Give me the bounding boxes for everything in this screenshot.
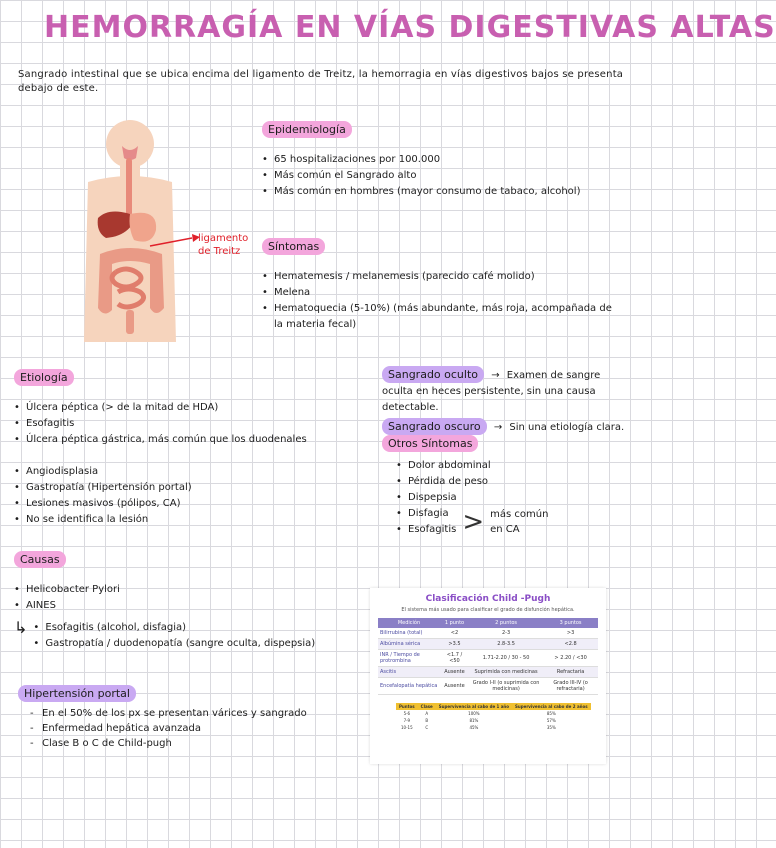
bracket-icon: >	[462, 507, 485, 537]
other-symptoms-bracket	[396, 506, 622, 538]
table-cell: INR / Tiempo de protrombina	[378, 650, 440, 667]
causes-section	[14, 548, 364, 652]
list-item: • Helicobacter Pylori	[14, 582, 364, 598]
table-header: 2 puntos	[469, 618, 543, 628]
list-item: • Gastropatía / duodenopatía (sangre oculta, dispepsia)	[33, 636, 315, 652]
intro-text: Sangrado intestinal que se ubica encima del ligamento de Treitz, la hemorragia en vías digestivos bajos se presenta debajo de este.	[18, 69, 624, 94]
table-cell: A	[418, 710, 436, 717]
child-pugh-subtitle: El sistema más usado para clasificar el grado de disfunción hepática.	[401, 607, 575, 613]
causes-list	[14, 582, 364, 614]
table-cell: >3.5	[440, 639, 469, 650]
curved-arrow-icon: ↳	[14, 618, 28, 637]
table-cell: 1.71-2.20 / 30 - 50	[469, 650, 543, 667]
bracket-list	[396, 506, 456, 538]
list-item: • Dispepsia	[396, 490, 622, 506]
other-symptoms-list	[396, 458, 622, 506]
symptoms-section	[262, 235, 622, 333]
other-symptoms-heading: Otros Síntomas	[382, 435, 478, 452]
table-cell: 100%	[436, 710, 512, 717]
table-cell: Ausente	[440, 678, 469, 695]
table-cell: Bilirrubina (total)	[378, 628, 440, 639]
child-pugh-table	[378, 618, 598, 695]
digestive-system-illustration	[70, 112, 190, 347]
table-cell: Ascitis	[378, 667, 440, 678]
table-row	[378, 667, 598, 678]
list-item: • AINES	[14, 598, 364, 614]
list-item: • 65 hospitalizaciones por 100.000	[262, 152, 622, 168]
table-header: Clase	[418, 703, 436, 710]
table-header: Supervivencia al cabo de 2 años	[512, 703, 591, 710]
occult-bleeding-row	[382, 366, 632, 416]
dark-bleeding-label: Sangrado oscuro	[382, 418, 487, 435]
epidemiology-heading: Epidemiología	[262, 121, 352, 138]
table-cell: <2.8	[543, 639, 598, 650]
list-item: • Disfagia	[396, 506, 456, 522]
list-item: • Angiodisplasia	[14, 464, 354, 480]
table-cell: 2-3	[469, 628, 543, 639]
causes-sub	[14, 620, 364, 652]
etiology-heading: Etiología	[14, 369, 74, 386]
table-cell: 81%	[436, 717, 512, 724]
table-cell: 2.8-3.5	[469, 639, 543, 650]
list-item: - Clase B o C de Child-pugh	[30, 736, 368, 751]
dark-bleeding-text: Sin una etiología clara.	[509, 422, 625, 433]
table-cell: Suprimida con medicinas	[469, 667, 543, 678]
list-item: • Úlcera péptica (> de la mitad de HDA)	[14, 400, 354, 416]
table-cell: 85%	[512, 710, 591, 717]
etiology-list-2	[14, 464, 354, 528]
list-item: • Hematemesis / melanemesis (parecido café molido)	[262, 269, 622, 285]
portal-hypertension-heading: Hipertensión portal	[18, 685, 136, 702]
list-item: • Más común el Sangrado alto	[262, 168, 622, 184]
table-row	[396, 724, 591, 731]
table-header: 1 punto	[440, 618, 469, 628]
etiology-section	[14, 366, 354, 528]
table-header: 3 puntos	[543, 618, 598, 628]
arrow-right-icon: →	[491, 370, 500, 381]
table-cell: Encefalopatía hepática	[378, 678, 440, 695]
table-row	[396, 717, 591, 724]
table-cell: > 2.20 / <30	[543, 650, 598, 667]
table-cell: Grado I-II (o suprimida con medicinas)	[469, 678, 543, 695]
list-item: - En el 50% de los px se presentan várices y sangrado	[30, 706, 368, 721]
table-cell: <2	[440, 628, 469, 639]
ligament-arrow-icon	[148, 232, 200, 252]
table-cell: 10-15	[396, 724, 418, 731]
list-item: - Enfermedad hepática avanzada	[30, 721, 368, 736]
table-cell: 57%	[512, 717, 591, 724]
child-pugh-title: Clasificación Child -Pugh	[425, 594, 551, 604]
table-cell: 7-9	[396, 717, 418, 724]
table-header: Medición	[378, 618, 440, 628]
list-item: • Pérdida de peso	[396, 474, 622, 490]
table-cell: 35%	[512, 724, 591, 731]
child-pugh-card	[370, 588, 606, 764]
table-cell: 5-6	[396, 710, 418, 717]
table-row	[378, 678, 598, 695]
ligament-label: ligamento de Treitz	[198, 233, 249, 257]
child-pugh-class-table	[396, 703, 591, 731]
list-item: • Esofagitis	[396, 522, 456, 538]
epidemiology-section	[262, 118, 622, 200]
portal-hypertension-section	[18, 682, 368, 751]
symptoms-list	[262, 269, 622, 333]
causes-sub-list	[33, 620, 315, 652]
table-cell: B	[418, 717, 436, 724]
etiology-list-1	[14, 400, 354, 448]
table-cell: Ausente	[440, 667, 469, 678]
arrow-right-icon: →	[493, 422, 503, 433]
table-cell: 45%	[436, 724, 512, 731]
table-row	[378, 628, 598, 639]
portal-hypertension-list	[30, 706, 368, 751]
table-cell: Refractaria	[543, 667, 598, 678]
list-item: • Úlcera péptica gástrica, más común que los duodenales	[14, 432, 354, 448]
table-header: Supervivencia al cabo de 1 año	[436, 703, 512, 710]
list-item: • Dolor abdominal	[396, 458, 622, 474]
list-item: • Más común en hombres (mayor consumo de tabaco, alcohol)	[262, 184, 622, 200]
list-item: • Hematoquecia (5-10%) (más abundante, más roja, acompañada de la materia fecal)	[262, 301, 622, 333]
page-title: HEMORRAGÍA EN VÍAS DIGESTIVAS ALTAS	[44, 10, 776, 45]
list-item: • Gastropatía (Hipertensión portal)	[14, 480, 354, 496]
table-cell: Grado III-IV (o refractaria)	[543, 678, 598, 695]
list-item: • Melena	[262, 285, 622, 301]
epidemiology-list	[262, 152, 622, 200]
table-cell: C	[418, 724, 436, 731]
table-cell: >3	[543, 628, 598, 639]
bracket-note: más común en CA	[490, 509, 549, 535]
list-item: • Lesiones masivos (pólipos, CA)	[14, 496, 354, 512]
list-item: • Esofagitis (alcohol, disfagia)	[33, 620, 315, 636]
table-cell: <1.7 / <50	[440, 650, 469, 667]
list-item: • Esofagitis	[14, 416, 354, 432]
occult-bleeding-text: Examen de sangre oculta en heces persistente, sin una causa detectable.	[382, 370, 601, 413]
table-row	[396, 710, 591, 717]
table-row	[378, 650, 598, 667]
table-cell: Albúmina sérica	[378, 639, 440, 650]
occult-bleeding-label: Sangrado oculto	[382, 366, 484, 383]
causes-heading: Causas	[14, 551, 66, 568]
table-header: Puntos	[396, 703, 418, 710]
symptoms-heading: Síntomas	[262, 238, 325, 255]
table-row	[378, 639, 598, 650]
list-item: • No se identifica la lesión	[14, 512, 354, 528]
other-symptoms-section	[382, 432, 622, 538]
bleeding-types-section	[382, 366, 632, 436]
